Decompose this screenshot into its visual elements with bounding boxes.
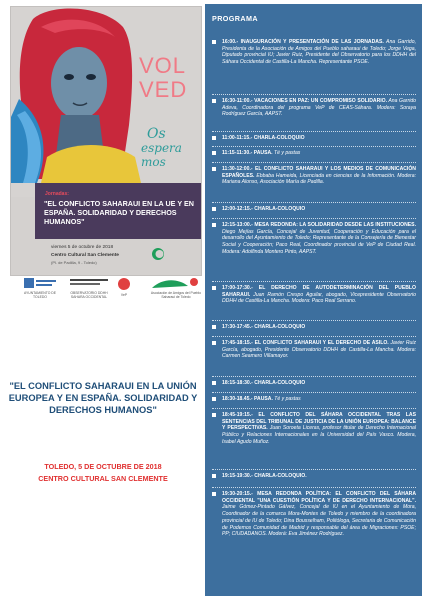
program-item-text	[222, 412, 416, 446]
program-item	[212, 491, 416, 538]
crescent-flag-icon	[151, 247, 165, 261]
program-item-text	[222, 39, 416, 66]
program-item-heading: 11:30-12:00.- EL CONFLICTO SAHARAUI Y LOS MEDIOS DE COMUNICACIÓN ESPAÑOLES.	[222, 166, 416, 179]
poster-venue: Centro Cultural San Clemente	[51, 253, 119, 258]
bullet-icon	[212, 207, 216, 211]
poster-image	[10, 6, 202, 276]
program-item-text	[222, 380, 416, 387]
program-item	[212, 135, 416, 142]
logo-label: Asociación de Amigos del Pueblo Saharaui de Toledo	[150, 291, 202, 299]
logo-asociacion	[148, 276, 204, 302]
program-item-body: Ana Garrido, Presidenta de la Asociación de Amigos del Pueblo saharaui de Toledo; Jorge Vega, Diputado provincial IU; Javier Ruiz, Presidente del Observatorio para los DDHH del Sáhara Occidental de Castilla-La Mancha. Representante PSOE.	[222, 39, 416, 66]
program-item	[212, 39, 416, 66]
program-item-body: Javier Ruiz García, abogado, Presidente Observatorio DDHH de Castilla-La Mancha. Modera: Carmen Seamero Villamayor.	[222, 340, 417, 360]
bullet-icon	[212, 151, 216, 155]
bullet-icon	[212, 341, 216, 345]
city-logo-icon	[20, 276, 60, 290]
program-item-text	[222, 150, 416, 157]
program-item	[212, 150, 416, 157]
event-venue: CENTRO CULTURAL SAN CLEMENTE	[38, 474, 168, 483]
bullet-icon	[212, 286, 216, 290]
program-item-heading: 17:00-17:30.- EL DERECHO DE AUTODETERMINACIÓN DEL PUEBLO SAHARAUI.	[222, 285, 416, 298]
program-item-heading: 18:30-18.45.- PAUSA.	[222, 396, 273, 402]
program-item-body: Ebbaba Hameida, Licenciada en ciencias de la Información. Modera: Mariana Alonso, Asociación María de Padilla.	[222, 172, 416, 186]
bullet-icon	[212, 167, 216, 171]
program-item	[212, 98, 416, 118]
item-separator	[212, 146, 416, 147]
program-item-body: Juan Ramón Crespo Aguilar, abogado, Vicepresidente Observatorio DDHH de Castilla-La Mancha. Modera: Paco Real Serrano.	[222, 291, 416, 305]
program-item-heading: 11:15-11:30.- PAUSA.	[222, 150, 273, 156]
program-item-heading: 18:15-18:30.- CHARLA-COLOQUIO	[222, 380, 306, 386]
item-separator	[212, 162, 416, 163]
logo-vep	[114, 276, 134, 302]
logo-observatorio	[68, 276, 110, 302]
program-item-heading: 12:00-12:15.- CHARLA-COLOQUIO	[222, 206, 306, 212]
program-item-text	[222, 324, 416, 331]
program-item-text	[222, 285, 416, 305]
program-item-text	[222, 491, 416, 538]
program-item-body: Diego Mejías García, Concejal de Juventud, Cooperación y Educación para el desarrollo del Ayuntamiento de Toledo; Representante de la Consejería de Bienestar Social y Cooperación; Paco Real, Coordinador provincial de VeP de Ciudad Real. Modera: Adolfinda Montero Pinto, AAPST.	[222, 228, 416, 255]
program-item-heading: 12:15-13:00.- MESA REDONDA: LA SOLIDARIDAD DESDE LAS INSTITUCIONES.	[222, 222, 416, 228]
logo-label: AYUNTAMIENTO DE TOLEDO	[23, 291, 57, 299]
program-item	[212, 473, 416, 480]
item-separator	[212, 131, 416, 132]
poster-jornadas-label: Jornadas:	[45, 191, 69, 197]
item-separator	[212, 320, 416, 321]
program-item-heading: 16:00.- INAUGURACIÓN Y PRESENTACIÓN DE LAS JORNADAS.	[222, 39, 384, 45]
program-item-text	[222, 166, 416, 186]
program-item-body: Ana Garrido Adeva, Coordinadora del programa VeP de CEAS-Sáhara. Modera: Soraya Rodríguez García, AAPST.	[222, 98, 416, 118]
item-separator	[212, 469, 416, 470]
program-item-text	[222, 340, 416, 360]
item-separator	[212, 408, 416, 409]
item-separator	[212, 281, 416, 282]
sponsor-logos	[14, 276, 204, 304]
bullet-icon	[212, 413, 216, 417]
bullet-icon	[212, 99, 216, 103]
program-item-heading: 18:45-19:15.- EL CONFLICTO DEL SÁHARA OCCIDENTAL TRAS LAS SENTENCIAS DEL TRIBUNAL DE JUSTICIA DE LA UNIÓN EUROPEA: BALANCE Y PERSPECTIVAS.	[222, 412, 416, 432]
program-item	[212, 396, 416, 403]
bullet-icon	[212, 136, 216, 140]
bullet-icon	[212, 492, 216, 496]
program-item	[212, 380, 416, 387]
program-item-heading: 17:45-18:15.- EL CONFLICTO SAHARAUI Y EL DERECHO DE ASILO.	[222, 340, 389, 346]
bullet-icon	[212, 40, 216, 44]
item-separator	[212, 218, 416, 219]
item-separator	[212, 94, 416, 95]
bullet-icon	[212, 325, 216, 329]
logo-ayuntamiento-toledo	[20, 276, 60, 302]
logo-label: VeP	[120, 293, 128, 297]
program-item-heading: 19:30-20:15.- MESA REDONDA POLÍTICA: EL CONFLICTO DEL SÁHARA OCCIDENTAL "UNA CUESTIÓN POLÍTICA Y DE DERECHO INTERNACIONAL".	[222, 491, 416, 504]
poster-word-ved: VED	[139, 77, 188, 102]
poster-address: (Pl. de Padilla, 9 - Toledo)	[51, 260, 97, 265]
program-item	[212, 340, 416, 360]
program-item-body: Jaime Gómez-Pintado Gálvez, Concejal de IU en el Ayuntamiento de Mora, Coordinador de la comarca Mora-Montes de Toledo y miembro de la coordinadora provincial de IU de Toledo; Dina Bousselham, Politóloga, Secretaria de Comunicación de Podemos Comunidad de Madrid y responsable del área de Migraciones: PSOE; PP; CIUDADANOS. Moderá: Eva Jiménez Rodríguez.	[222, 504, 416, 538]
program-item-heading: 19:15-19:30.- CHARLA-COLOQUIO.	[222, 473, 307, 479]
program-item-text	[222, 206, 416, 213]
bullet-icon	[212, 474, 216, 478]
event-date: TOLEDO, 5 DE OCTUBRE DE 2018	[44, 462, 162, 471]
item-separator	[212, 202, 416, 203]
program-item	[212, 166, 416, 186]
bullet-icon	[212, 381, 216, 385]
program-panel	[205, 4, 422, 596]
bullet-icon	[212, 397, 216, 401]
poster-title: "EL CONFLICTO SAHARAUI EN LA UE Y EN ESPAÑA. SOLIDARIDAD Y DERECHOS HUMANOS"	[44, 199, 194, 226]
program-item-body: Té y pastas	[272, 150, 301, 156]
asociacion-logo-icon	[148, 276, 204, 290]
item-separator	[212, 392, 416, 393]
program-item-text	[222, 396, 416, 403]
program-item	[212, 206, 416, 213]
program-item-text	[222, 222, 416, 256]
program-item-text	[222, 135, 416, 142]
main-title: "EL CONFLICTO SAHARAUI EN LA UNIÓN EUROPEA Y EN ESPAÑA. SOLIDARIDAD Y DERECHOS HUMANOS"	[8, 381, 198, 415]
observatorio-logo-icon	[68, 276, 110, 290]
logo-label: OBSERVATORIO DDHH SAHARA OCCIDENTAL	[70, 291, 108, 299]
program-item-text	[222, 98, 416, 118]
program-item-heading: 17:30-17:45.- CHARLA-COLOQUIO	[222, 324, 306, 330]
poster-word-vol: VOL	[139, 53, 187, 78]
program-item	[212, 222, 416, 256]
item-separator	[212, 487, 416, 488]
program-item-body: Juan Soroeta Liceras, profesor titular de Derecho Internacional Público y Relaciones Internacionales en la Universidad del País Vasco. Modera, Isabel Agudo Muñoz.	[222, 425, 416, 445]
program-item	[212, 285, 416, 305]
poster-word-esperamos: espera mos	[141, 141, 182, 169]
program-item-heading: 11:00-11:15.- CHARLA-COLOQUIO	[222, 135, 305, 141]
program-item-text	[222, 473, 416, 480]
vep-logo-icon	[114, 276, 134, 292]
program-item-body: Té y pastas	[272, 396, 301, 402]
program-item	[212, 412, 416, 446]
bullet-icon	[212, 223, 216, 227]
poster-word-os: Os	[147, 126, 166, 142]
item-separator	[212, 336, 416, 337]
item-separator	[212, 376, 416, 377]
program-item	[212, 324, 416, 331]
program-title: PROGRAMA	[212, 14, 258, 23]
program-item-heading: 16:30-11:00.- VACACIONES EN PAZ: UN COMPROMISO SOLIDARIO.	[222, 98, 388, 104]
poster-date: viernes 5 de octubre de 2018	[51, 245, 114, 250]
